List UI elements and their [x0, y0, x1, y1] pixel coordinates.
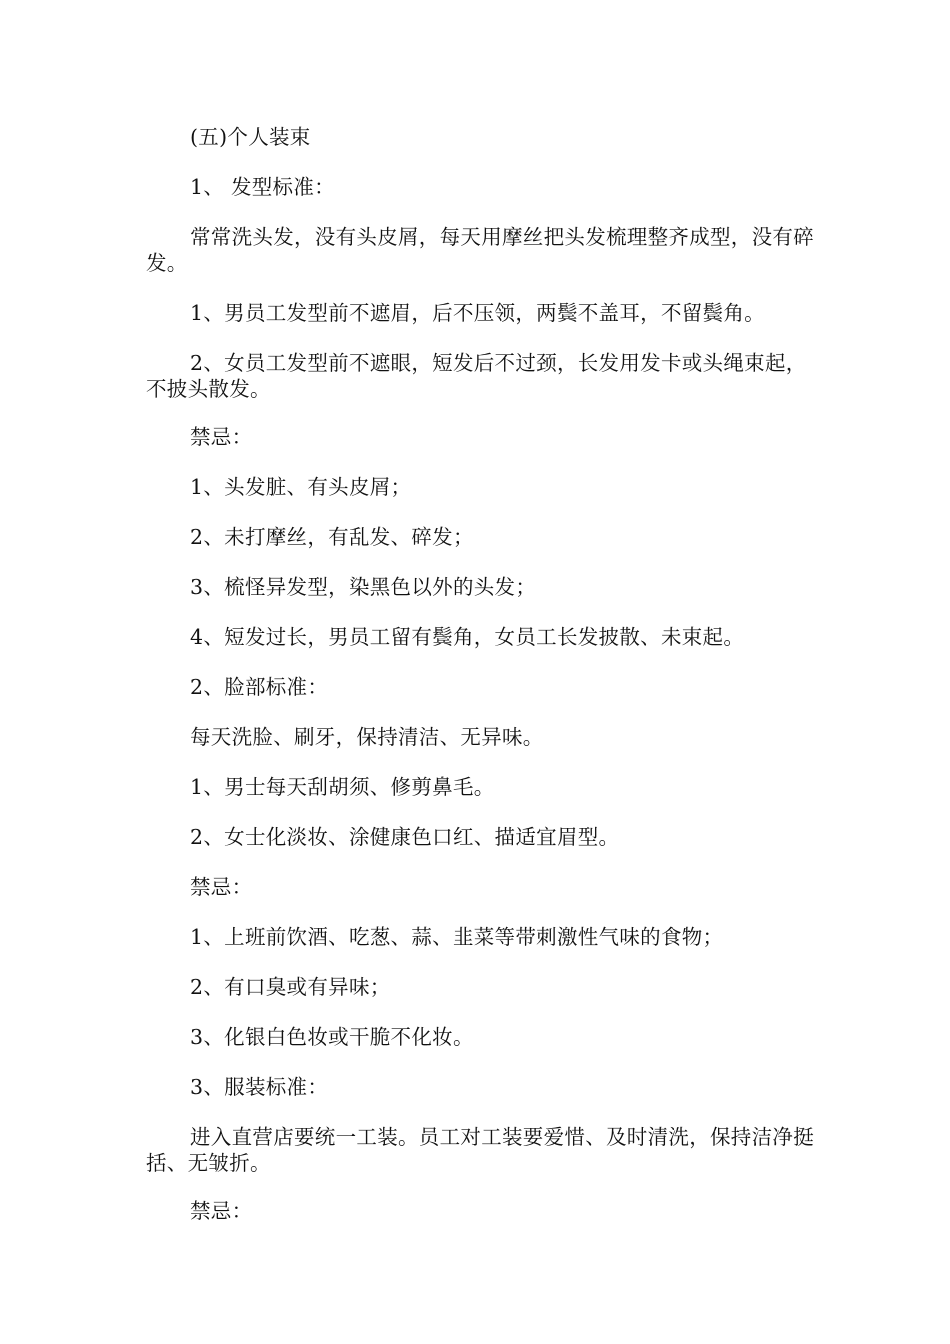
list-item: 1、头发脏、有头皮屑； — [190, 475, 412, 499]
list-item: 3、梳怪异发型，染黑色以外的头发； — [190, 575, 537, 599]
list-item: 1、上班前饮酒、吃葱、蒜、韭菜等带刺激性气味的食物； — [190, 925, 724, 949]
paragraph: 进入直营店要统一工装。员工对工装要爱惜、及时清洗，保持洁净挺括、无皱折。 — [146, 1125, 814, 1175]
subheading-hair: 1、 发型标准： — [190, 175, 335, 199]
list-item: 3、化银白色妆或干脆不化妆。 — [190, 1025, 474, 1049]
list-item: 2、女员工发型前不遮眼，短发后不过颈，长发用发卡或头绳束起，不披头散发。 — [146, 351, 807, 401]
taboo-heading: 禁忌： — [190, 875, 253, 899]
subheading-clothing: 3、服装标准： — [190, 1075, 329, 1099]
list-item: 2、女士化淡妆、涂健康色口红、描适宜眉型。 — [190, 825, 620, 849]
list-item: 1、男士每天刮胡须、修剪鼻毛。 — [190, 775, 495, 799]
list-item: 4、短发过长，男员工留有鬓角，女员工长发披散、未束起。 — [190, 625, 745, 649]
paragraph: 每天洗脸、刷牙，保持清洁、无异味。 — [190, 725, 544, 749]
taboo-heading: 禁忌： — [190, 425, 253, 449]
list-item: 2、未打摩丝，有乱发、碎发； — [190, 525, 474, 549]
list-item: 1、男员工发型前不遮眉，后不压领，两鬓不盖耳，不留鬓角。 — [190, 301, 765, 325]
list-item: 2、有口臭或有异味； — [190, 975, 391, 999]
taboo-heading: 禁忌： — [190, 1199, 253, 1223]
section-heading: (五)个人装束 — [190, 125, 311, 149]
paragraph: 常常洗头发，没有头皮屑，每天用摩丝把头发梳理整齐成型，没有碎发。 — [146, 225, 814, 275]
subheading-face: 2、脸部标准： — [190, 675, 329, 699]
